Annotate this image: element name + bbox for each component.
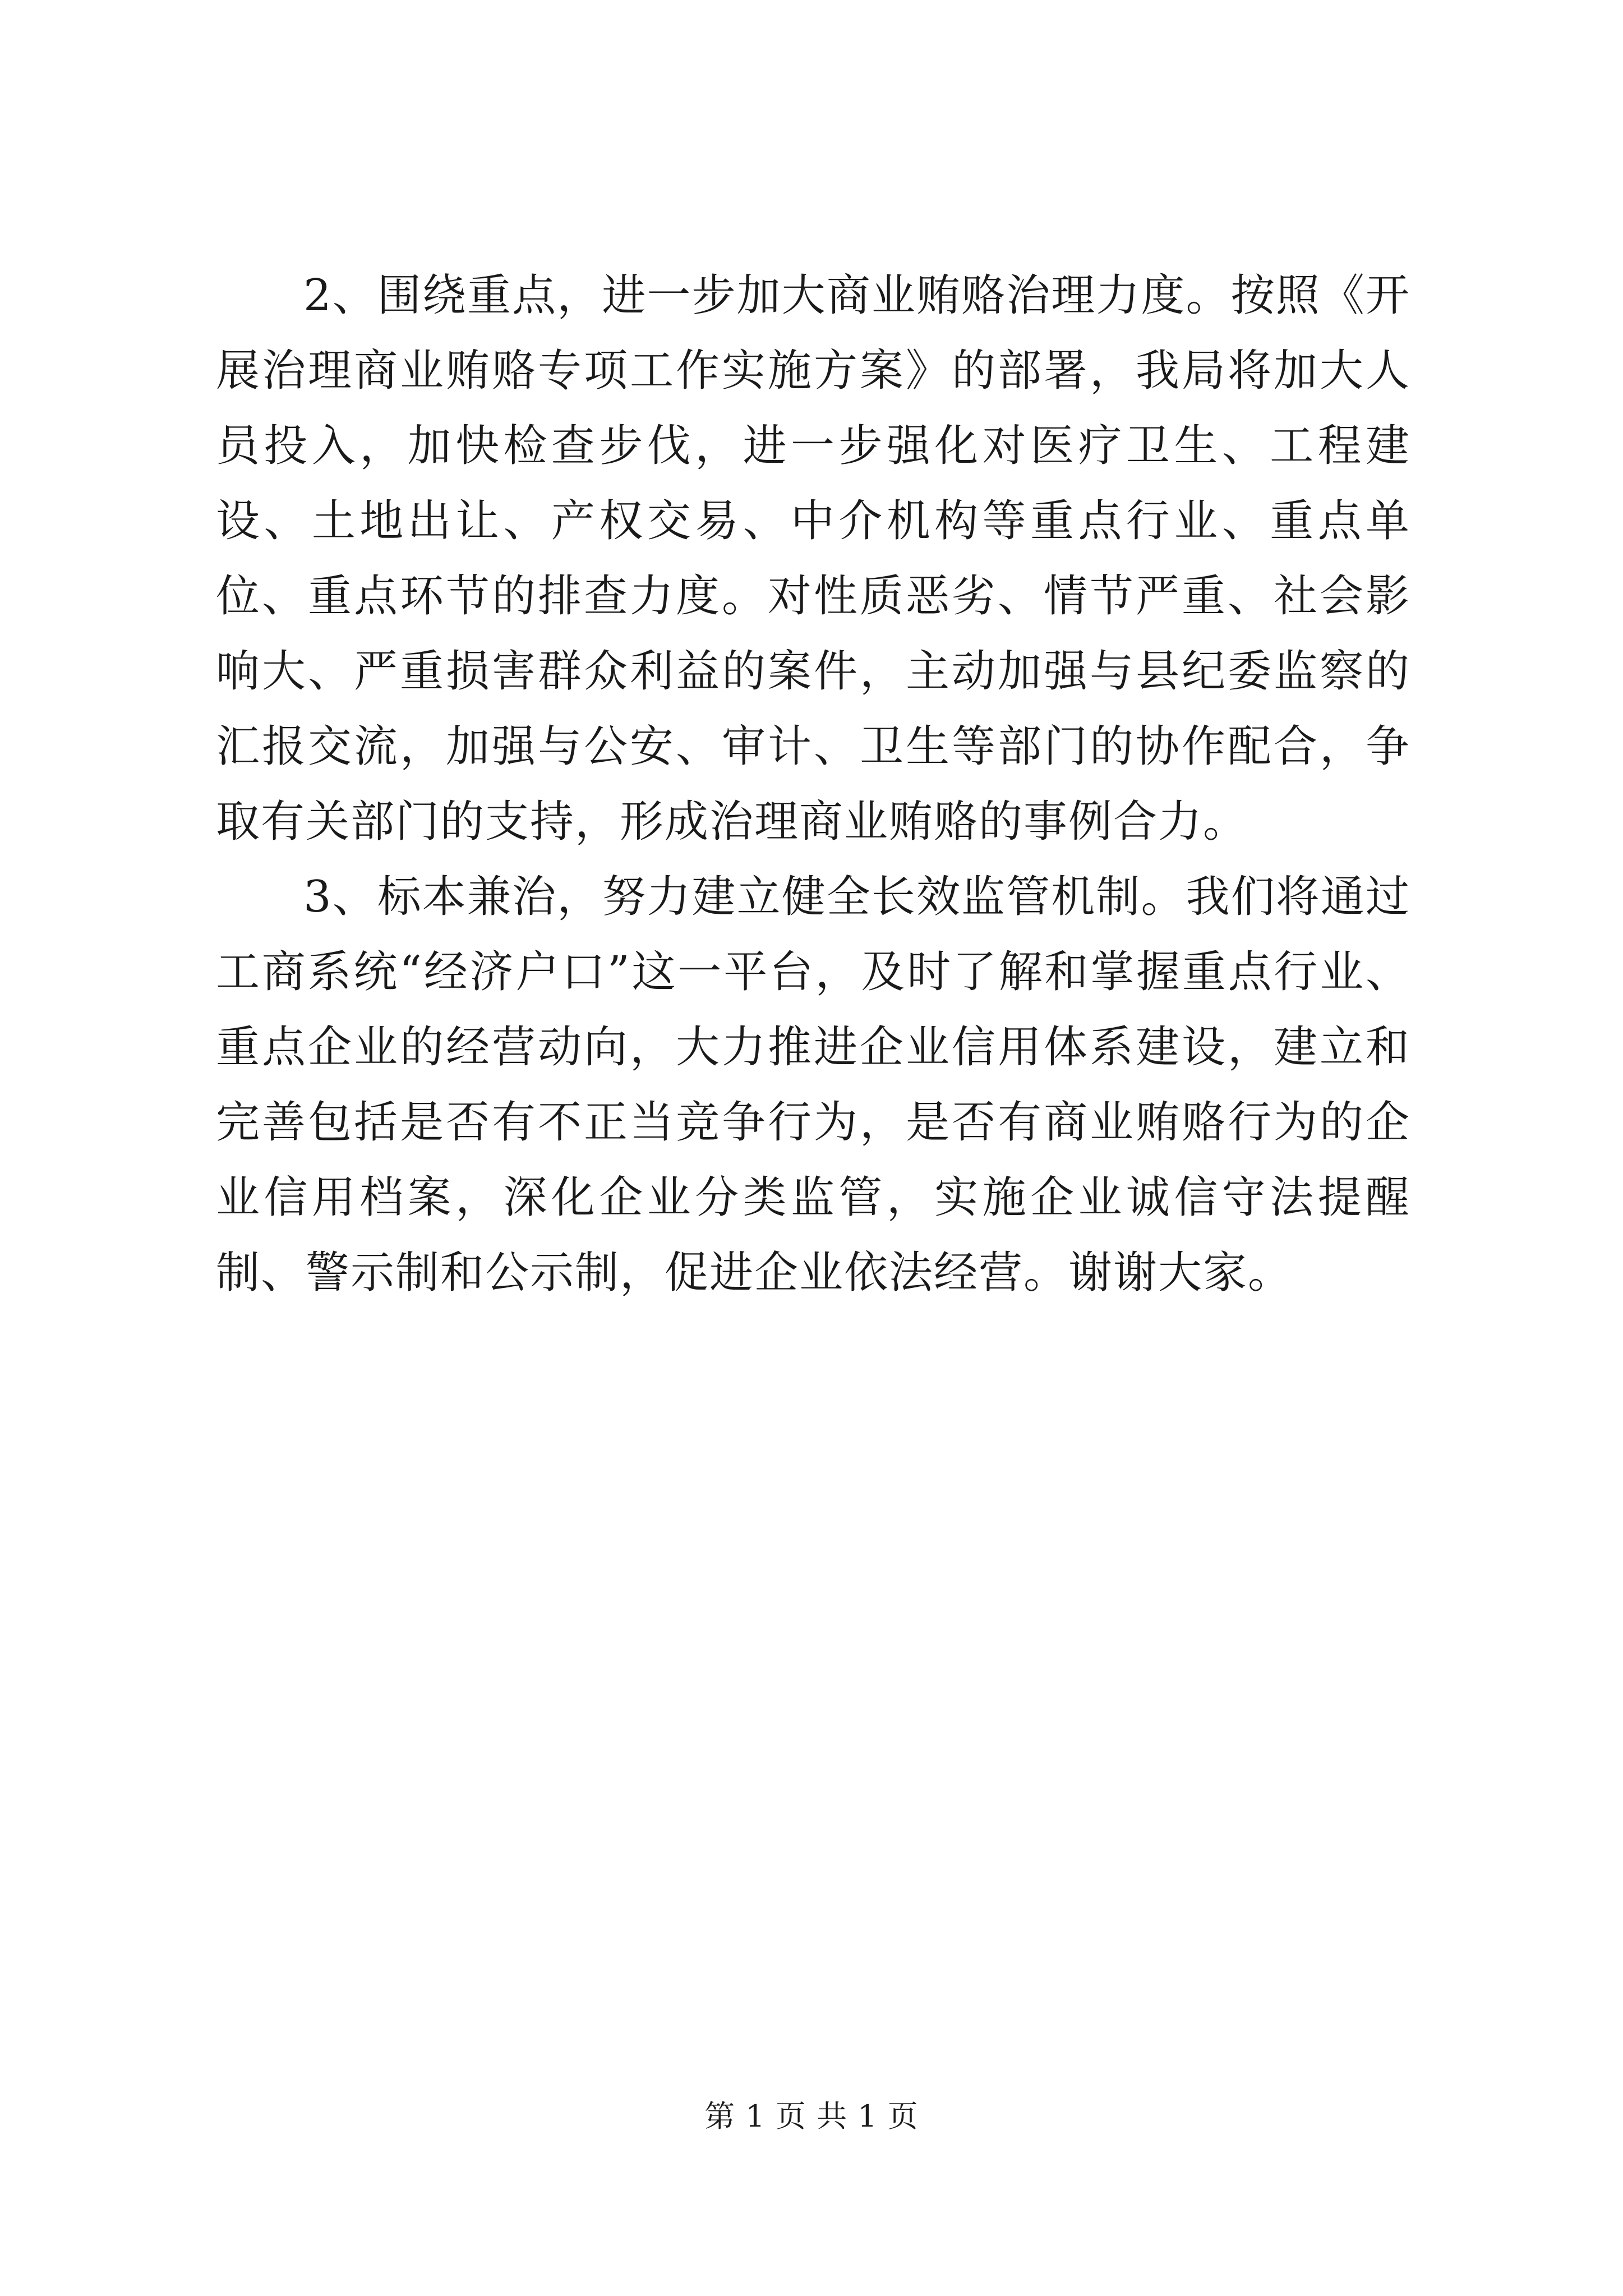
document-body <box>216 258 1410 1310</box>
paragraph-2: 2、围绕重点，进一步加大商业贿赂治理力度。按照《开展治理商业贿赂专项工作实施方案》的部署，我局将加大人员投入，加快检查步伐，进一步强化对医疗卫生、工程建设、土地出让、产权交易、中介机构等重点行业、重点单位、重点环节的排查力度。对性质恶劣、情节严重、社会影响大、严重损害群众利益的案件，主动加强与县纪委监察的汇报交流，加强与公安、审计、卫生等部门的协作配合，争取有关部门的支持，形成治理商业贿赂的事例合力。 <box>216 270 1410 847</box>
page-footer: 第 1 页 共 1 页 <box>704 2099 919 2134</box>
paragraph-3: 3、标本兼治，努力建立健全长效监管机制。我们将通过工商系统“经济户口”这一平台，及时了解和掌握重点行业、重点企业的经营动向，大力推进企业信用体系建设，建立和完善包括是否有不正当竞争行为，是否有商业贿赂行为的企业信用档案，深化企业分类监管，实施企业诚信守法提醒制、警示制和公示制，促进企业依法经营。谢谢大家。 <box>216 872 1410 1298</box>
